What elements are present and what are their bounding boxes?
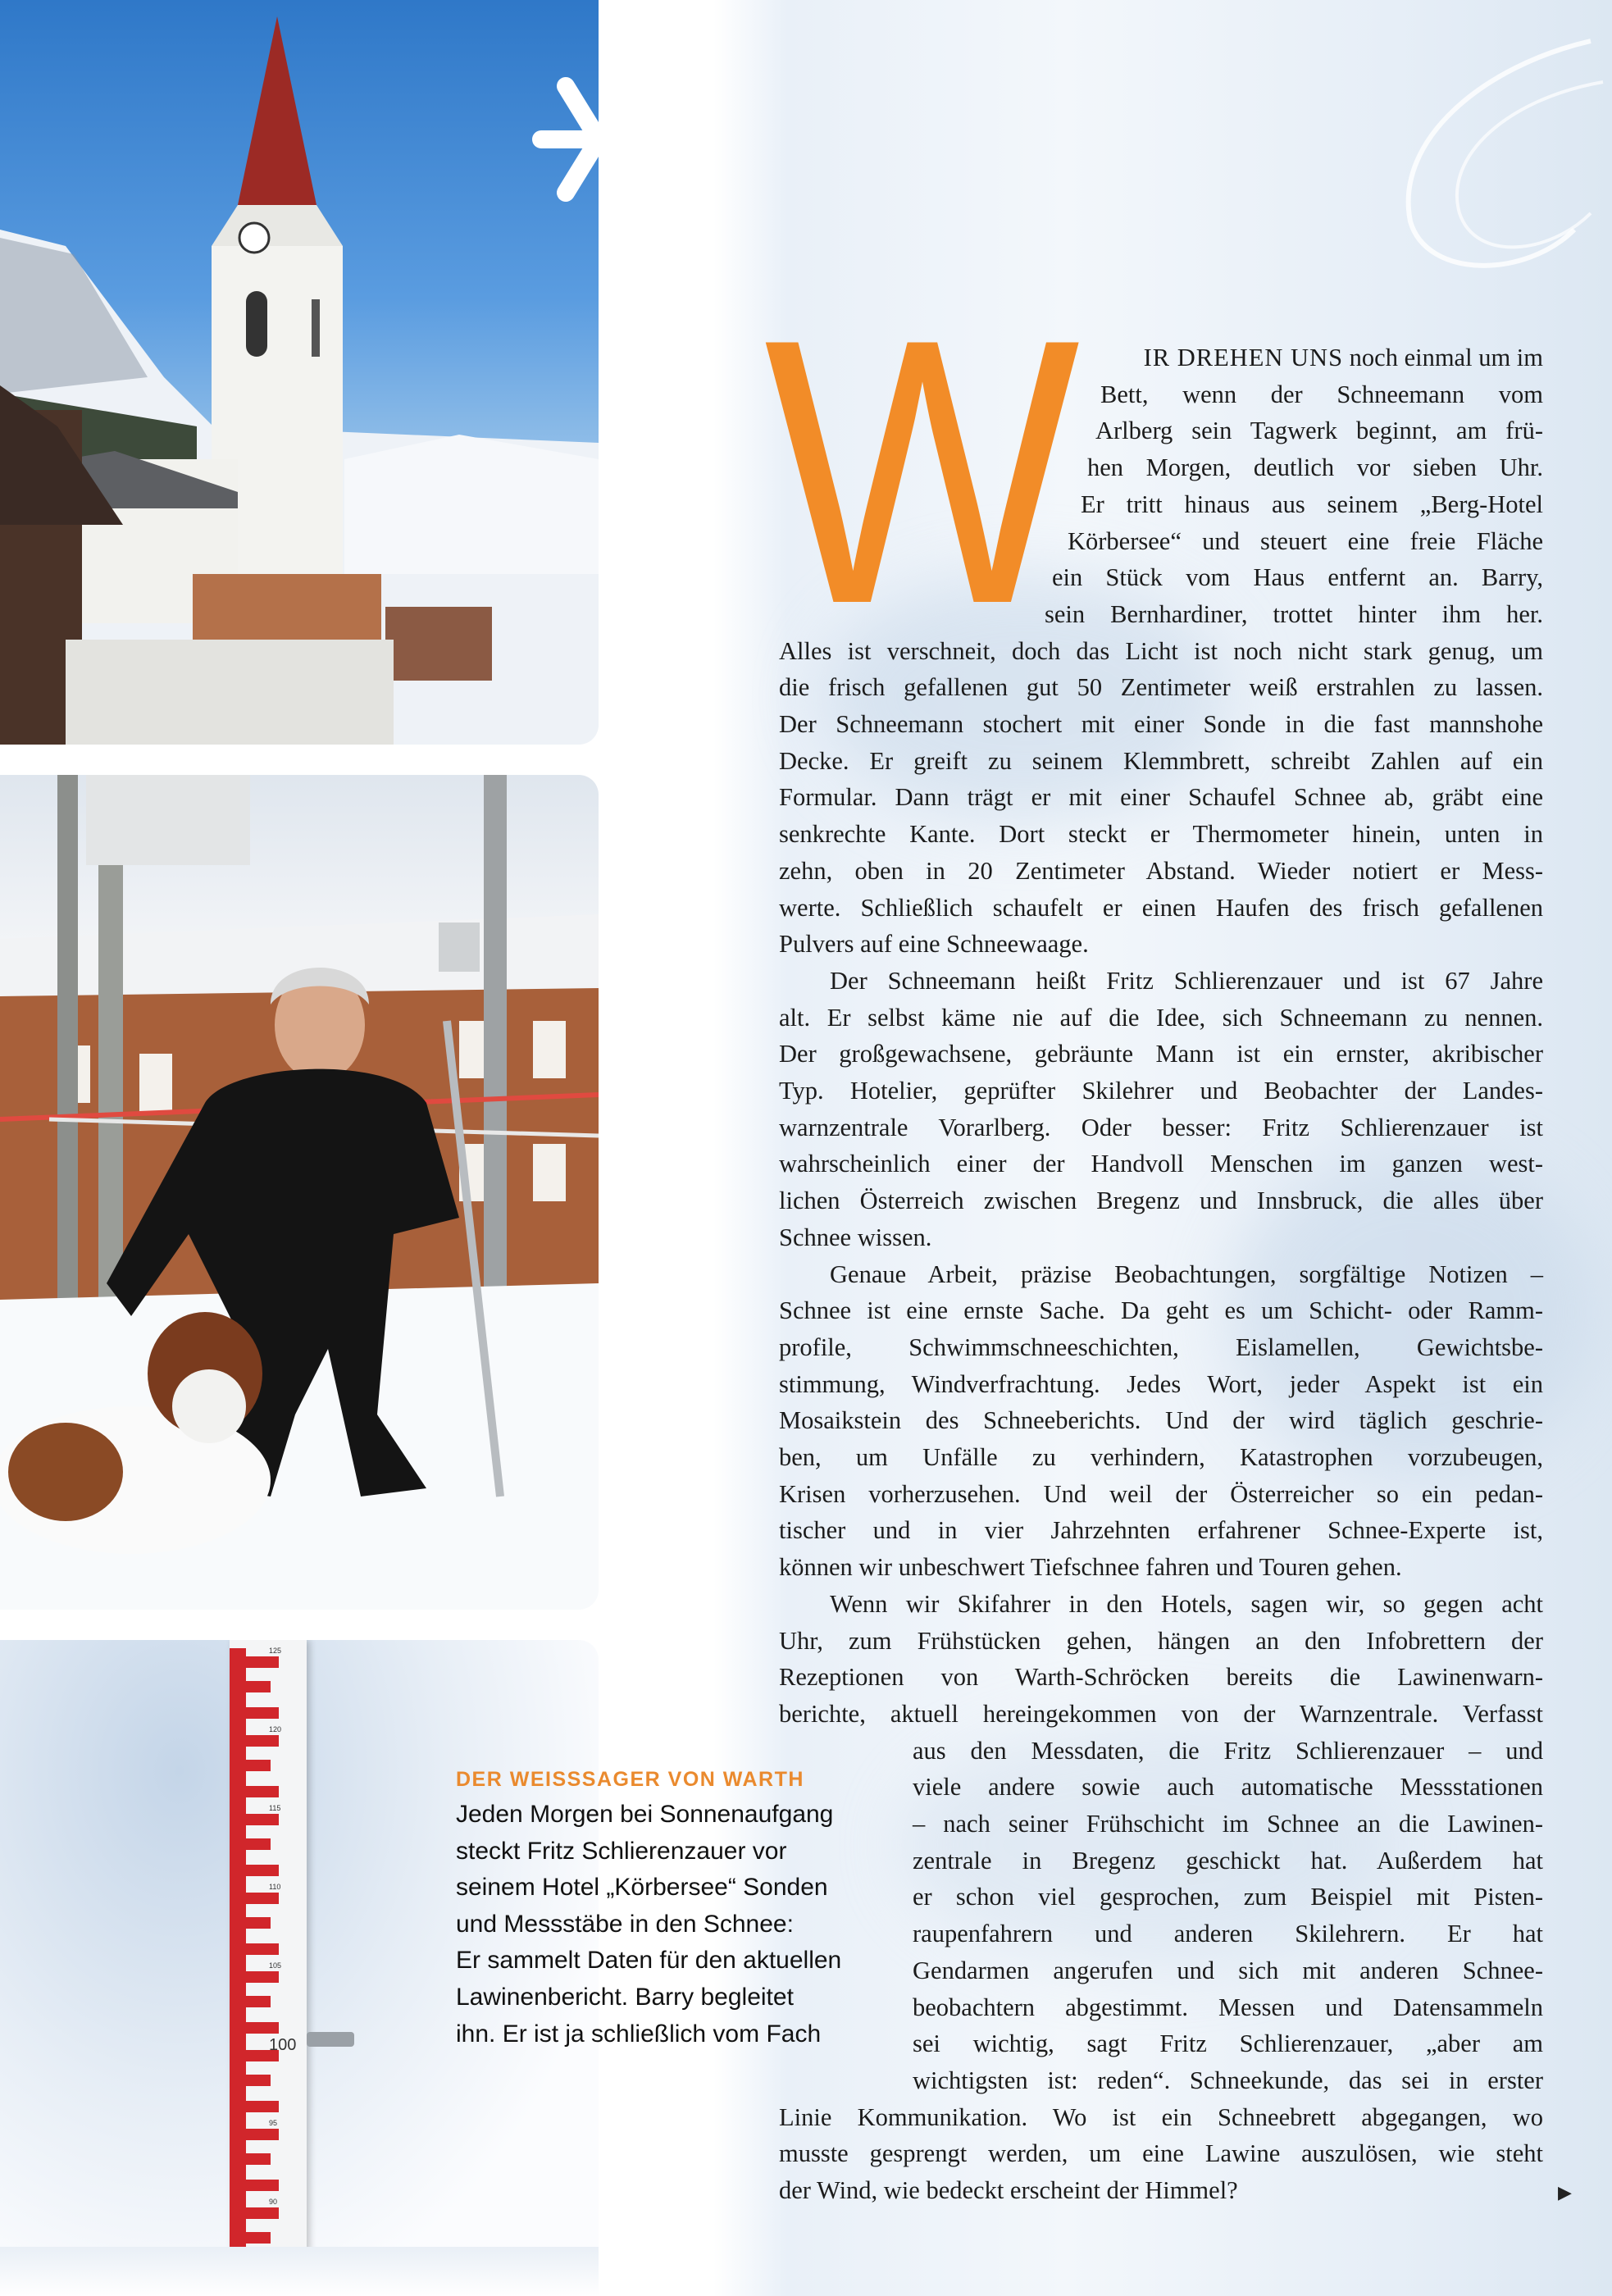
ruler-label: 120 xyxy=(269,1725,282,1733)
caption-line: Er sammelt Daten für den aktuellen xyxy=(456,1947,842,1975)
caption-line: ihn. Er ist ja schließlich vom Fach xyxy=(456,2020,822,2048)
caption-line: steckt Fritz Schlierenzauer vor xyxy=(456,1837,787,1865)
article-line: wichtigsten ist: reden“. Schneekunde, das sei in erster xyxy=(913,2066,1543,2094)
article-line: lichen Österreich zwischen Bregenz und Innsbruck, die alles über xyxy=(779,1187,1543,1215)
ruler-mark xyxy=(246,1838,271,1850)
article-line: Linie Kommunikation. Wo ist ein Schneebrett abgegangen, wo xyxy=(779,2102,1543,2131)
man-with-dog-photo xyxy=(0,775,599,1610)
ruler-mark xyxy=(246,2153,271,2165)
article-line: die frisch gefallenen gut 50 Zentimeter weiß erstrahlen zu lassen. xyxy=(779,673,1543,702)
article-first-line xyxy=(1117,339,1543,376)
drop-cap-letter: W xyxy=(764,328,1083,607)
article-line: tischer und in vier Jahrzehnten erfahrener Schnee-Experte ist, xyxy=(779,1516,1543,1545)
article-line: können wir unbeschwert Tiefschnee fahren und Touren gehen. xyxy=(779,1553,1402,1582)
ruler-label: 95 xyxy=(269,2119,278,2127)
article-line: Er tritt hinaus aus seinem „Berg-Hotel xyxy=(1081,490,1543,518)
ruler-mark xyxy=(230,1884,246,1963)
article-line: werte. Schließlich schaufelt er einen Haufen des frisch gefallenen xyxy=(779,893,1543,922)
ruler-mark xyxy=(246,1996,271,2007)
ruler-label: 110 xyxy=(269,1883,281,1891)
ruler-mark xyxy=(230,1727,246,1806)
ruler-mark xyxy=(246,2232,271,2244)
article-line: beobachtern abgestimmt. Messen und Datensammeln xyxy=(913,1993,1543,2021)
article-line: musste gesprengt werden, um eine Lawine auszulösen, wie steht xyxy=(779,2139,1543,2168)
ruler-label: 100 xyxy=(269,2036,297,2054)
ruler-mark xyxy=(230,1963,246,2042)
article-line: Mosaikstein des Schneeberichts. Und der wird täglich geschrie- xyxy=(779,1406,1543,1435)
ruler-mark xyxy=(246,1971,279,1983)
article-line: aus den Messdaten, die Fritz Schlierenzauer – und xyxy=(913,1736,1543,1765)
article-line: zentrale in Bregenz geschickt hat. Außerdem hat xyxy=(913,1846,1543,1875)
ruler-mark xyxy=(246,1707,279,1719)
ruler-mark xyxy=(246,1656,279,1668)
ruler-mark xyxy=(230,2121,246,2199)
article-line: wahrscheinlich einer der Handvoll Menschen im ganzen west- xyxy=(779,1150,1543,1178)
ruler-bolt xyxy=(307,2032,354,2047)
article-line: sein Bernhardiner, trottet hinter ihm her. xyxy=(1045,599,1543,628)
article-line: viele andere sowie auch automatische Messstationen xyxy=(913,1773,1543,1802)
swirl-decoration xyxy=(1279,16,1607,295)
article-line: Arlberg sein Tagwerk beginnt, am frü- xyxy=(1095,417,1543,445)
article-line: Körbersee“ und steuert eine freie Fläche xyxy=(1068,526,1543,555)
caption-heading: DER WEISSSAGER VON WARTH xyxy=(456,1768,804,1791)
article-line: zehn, oben in 20 Zentimeter Abstand. Wieder notiert er Mess- xyxy=(779,856,1543,885)
ruler-mark xyxy=(246,2022,279,2034)
article-line: Der Schneemann heißt Fritz Schlierenzauer und ist 67 Jahre xyxy=(830,966,1543,995)
article-line: Bett, wenn der Schneemann vom xyxy=(1100,380,1543,408)
article-line: Schnee ist eine ernste Sache. Da geht es um Schicht- oder Ramm- xyxy=(779,1296,1543,1325)
ruler-label: 115 xyxy=(269,1804,281,1812)
article-line: Formular. Dann trägt er mit einer Schaufel Schnee ab, gräbt eine xyxy=(779,783,1543,812)
article-line: Rezeptionen von Warth-Schröcken bereits die Lawinenwarn- xyxy=(779,1663,1543,1692)
article-line: warnzentrale Vorarlberg. Oder besser: Fritz Schlierenzauer ist xyxy=(779,1113,1543,1141)
ruler-mark xyxy=(246,2207,279,2219)
article-line: sei wichtig, sagt Fritz Schlierenzauer, „aber am xyxy=(913,2029,1543,2058)
ruler-mark xyxy=(246,1760,271,1771)
ruler-mark xyxy=(246,1681,271,1692)
caption-line: Lawinenbericht. Barry begleitet xyxy=(456,1984,794,2011)
lead-text: noch einmal um im xyxy=(1343,344,1543,371)
article-line: alt. Er selbst käme nie auf die Idee, sich Schneemann zu nennen. xyxy=(779,1003,1543,1032)
article-line: ein Stück vom Haus entfernt an. Barry, xyxy=(1052,563,1543,592)
caption-line: und Messstäbe in den Schnee: xyxy=(456,1910,794,1938)
ruler-label: 125 xyxy=(269,1647,282,1655)
article-line: stimmung, Windverfrachtung. Jedes Wort, jeder Aspekt ist ein xyxy=(779,1369,1543,1398)
ruler-mark xyxy=(230,1806,246,1884)
ruler-mark xyxy=(246,1893,279,1904)
drop-cap xyxy=(764,328,1084,607)
ruler-mark xyxy=(246,1917,271,1929)
article-line: senkrechte Kante. Dort steckt er Thermometer hinein, unten in xyxy=(779,820,1543,849)
article-line: Typ. Hotelier, geprüfter Skilehrer und Beobachter der Landes- xyxy=(779,1077,1543,1105)
ruler-mark xyxy=(246,1814,279,1825)
caption-line: seinem Hotel „Körbersee“ Sonden xyxy=(456,1874,828,1902)
article-line: Uhr, zum Frühstücken gehen, hängen an den Infobrettern der xyxy=(779,1626,1543,1655)
snow-ground xyxy=(0,2247,599,2296)
article-line: – nach seiner Frühschicht im Schnee an die Lawinen- xyxy=(913,1810,1543,1838)
article-line: Der Schneemann stochert mit einer Sonde in die fast mannshohe xyxy=(779,710,1543,738)
ruler-mark xyxy=(246,2075,271,2086)
measuring-stick xyxy=(230,1640,307,2263)
ruler-mark xyxy=(246,2101,279,2112)
ruler-mark xyxy=(246,2129,279,2140)
ruler-mark xyxy=(246,1735,279,1747)
article-line: Alles ist verschneit, doch das Licht ist noch nicht stark genug, um xyxy=(779,636,1543,665)
article-line: Der großgewachsene, gebräunte Mann ist ein ernster, akribischer xyxy=(779,1040,1543,1068)
ruler-label: 105 xyxy=(269,1961,282,1970)
article-line: er schon viel gesprochen, zum Beispiel mit Pisten- xyxy=(913,1883,1543,1911)
ruler-mark xyxy=(246,1786,279,1797)
article-line: Gendarmen angerufen und sich mit anderen Schnee- xyxy=(913,1956,1543,1984)
ruler-mark xyxy=(230,1648,246,1727)
ruler-mark xyxy=(246,1943,279,1955)
continue-arrow-icon: ▶ xyxy=(1558,2183,1572,2203)
ruler-label: 90 xyxy=(269,2198,278,2206)
article-line: Schnee wissen. xyxy=(779,1223,932,1251)
lead-smallcaps: IR DREHEN UNS xyxy=(1143,344,1344,371)
article-line: Pulvers auf eine Schneewaage. xyxy=(779,930,1089,959)
article-line: Wenn wir Skifahrer in den Hotels, sagen wir, so gegen acht xyxy=(830,1589,1543,1618)
article-line: Decke. Er greift zu seinem Klemmbrett, schreibt Zahlen auf ein xyxy=(779,746,1543,775)
article-line: berichte, aktuell hereingekommen von der Warnzentrale. Verfasst xyxy=(779,1699,1543,1728)
snowflake-icon xyxy=(525,57,599,221)
ruler-mark xyxy=(230,2042,246,2121)
article-line: Genaue Arbeit, präzise Beobachtungen, sorgfältige Notizen – xyxy=(830,1260,1543,1288)
article-line: Krisen vorherzusehen. Und weil der Österreicher so ein pedan- xyxy=(779,1479,1543,1508)
article-line: profile, Schwimmschneeschichten, Eislamellen, Gewichtsbe- xyxy=(779,1332,1543,1361)
church-photo xyxy=(0,0,599,745)
ruler-mark xyxy=(246,2180,279,2191)
article-line: der Wind, wie bedeckt erscheint der Himmel? xyxy=(779,2176,1238,2204)
article-line: ben, um Unfälle zu verhindern, Katastrophen vorzubeugen, xyxy=(779,1443,1543,1471)
article-line: hen Morgen, deutlich vor sieben Uhr. xyxy=(1087,453,1543,482)
article-line: raupenfahrern und anderen Skilehrern. Er hat xyxy=(913,1920,1543,1948)
ruler-mark xyxy=(246,1865,279,1876)
caption-line: Jeden Morgen bei Sonnenaufgang xyxy=(456,1801,834,1828)
